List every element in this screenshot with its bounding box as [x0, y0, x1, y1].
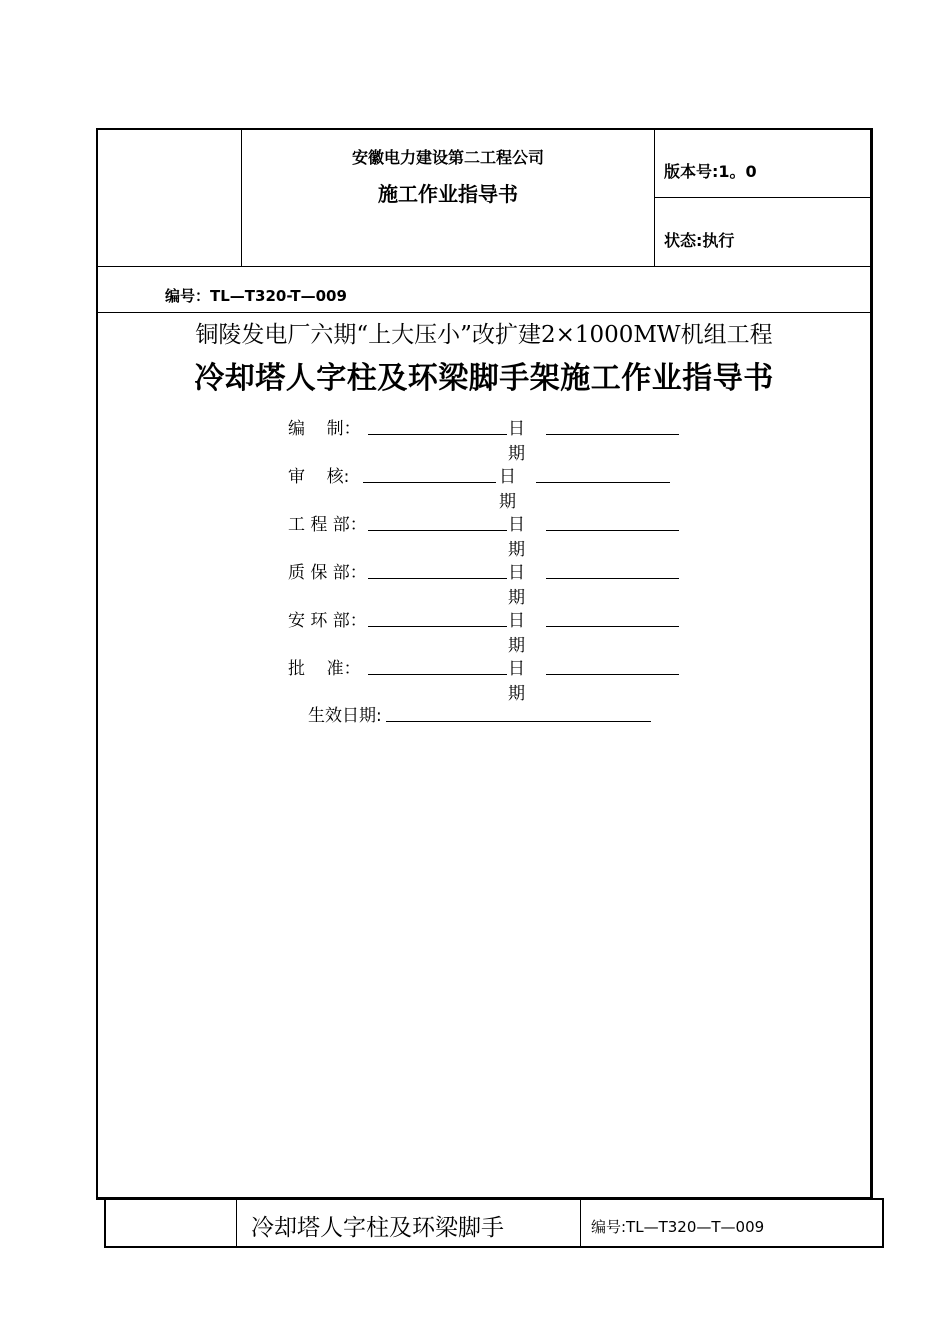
- header-meta-cell: [655, 130, 870, 266]
- company-name: 安徽电力建设第二工程公司: [351, 148, 544, 167]
- signature-label: 安 环 部：: [288, 611, 367, 631]
- signature-label: 批 准：: [288, 659, 361, 679]
- date-line[interactable]: [546, 414, 679, 435]
- logo-cell: [98, 130, 242, 266]
- date-line[interactable]: [546, 606, 679, 627]
- date-label: 日期: [499, 467, 516, 512]
- version-cell: [655, 130, 870, 198]
- effective-date-line[interactable]: [386, 701, 651, 722]
- date-line[interactable]: [536, 462, 670, 483]
- document-frame: [96, 128, 873, 1200]
- date-label: 日期: [508, 419, 525, 464]
- signature-label: 工 程 部：: [288, 515, 367, 535]
- footer-doc-number: 编号:TL—T320—T—009: [591, 1218, 765, 1236]
- footer-number-cell: [581, 1200, 882, 1246]
- signature-line[interactable]: [368, 558, 507, 579]
- date-line[interactable]: [546, 558, 679, 579]
- signature-label: 审 核:: [288, 467, 350, 487]
- date-label: 日期: [508, 563, 525, 608]
- date-line[interactable]: [546, 510, 679, 531]
- doc-number: 编号：TL—T320-T—009: [165, 287, 347, 305]
- signature-line[interactable]: [368, 510, 507, 531]
- date-label: 日期: [508, 611, 525, 656]
- signature-line[interactable]: [363, 462, 496, 483]
- header-title-cell: [242, 130, 655, 266]
- project-title: 铜陵发电厂六期“上大压小”改扩建2×1000MW机组工程: [195, 322, 773, 348]
- signature-line[interactable]: [368, 414, 507, 435]
- document-type: 施工作业指导书: [378, 182, 518, 206]
- header-row: [98, 130, 870, 267]
- main-title: 冷却塔人字柱及环梁脚手架施工作业指导书: [194, 361, 774, 396]
- footer-title: 冷却塔人字柱及环梁脚手: [251, 1215, 504, 1241]
- doc-number-row: [98, 267, 870, 313]
- date-label: 日期: [508, 659, 525, 704]
- signature-line[interactable]: [368, 654, 507, 675]
- date-line[interactable]: [546, 654, 679, 675]
- signature-line[interactable]: [368, 606, 507, 627]
- version-label: 版本号:1。0: [664, 162, 757, 181]
- effective-date-label: 生效日期:: [308, 706, 382, 726]
- footer-title-cell: [237, 1200, 581, 1246]
- status-cell: [655, 198, 870, 266]
- status-label: 状态:执行: [664, 231, 735, 250]
- footer-logo-cell: [106, 1200, 237, 1246]
- date-label: 日期: [508, 515, 525, 560]
- signature-label: 质 保 部：: [288, 563, 367, 583]
- signature-label: 编 制：: [288, 419, 361, 439]
- footer-table: [104, 1198, 884, 1248]
